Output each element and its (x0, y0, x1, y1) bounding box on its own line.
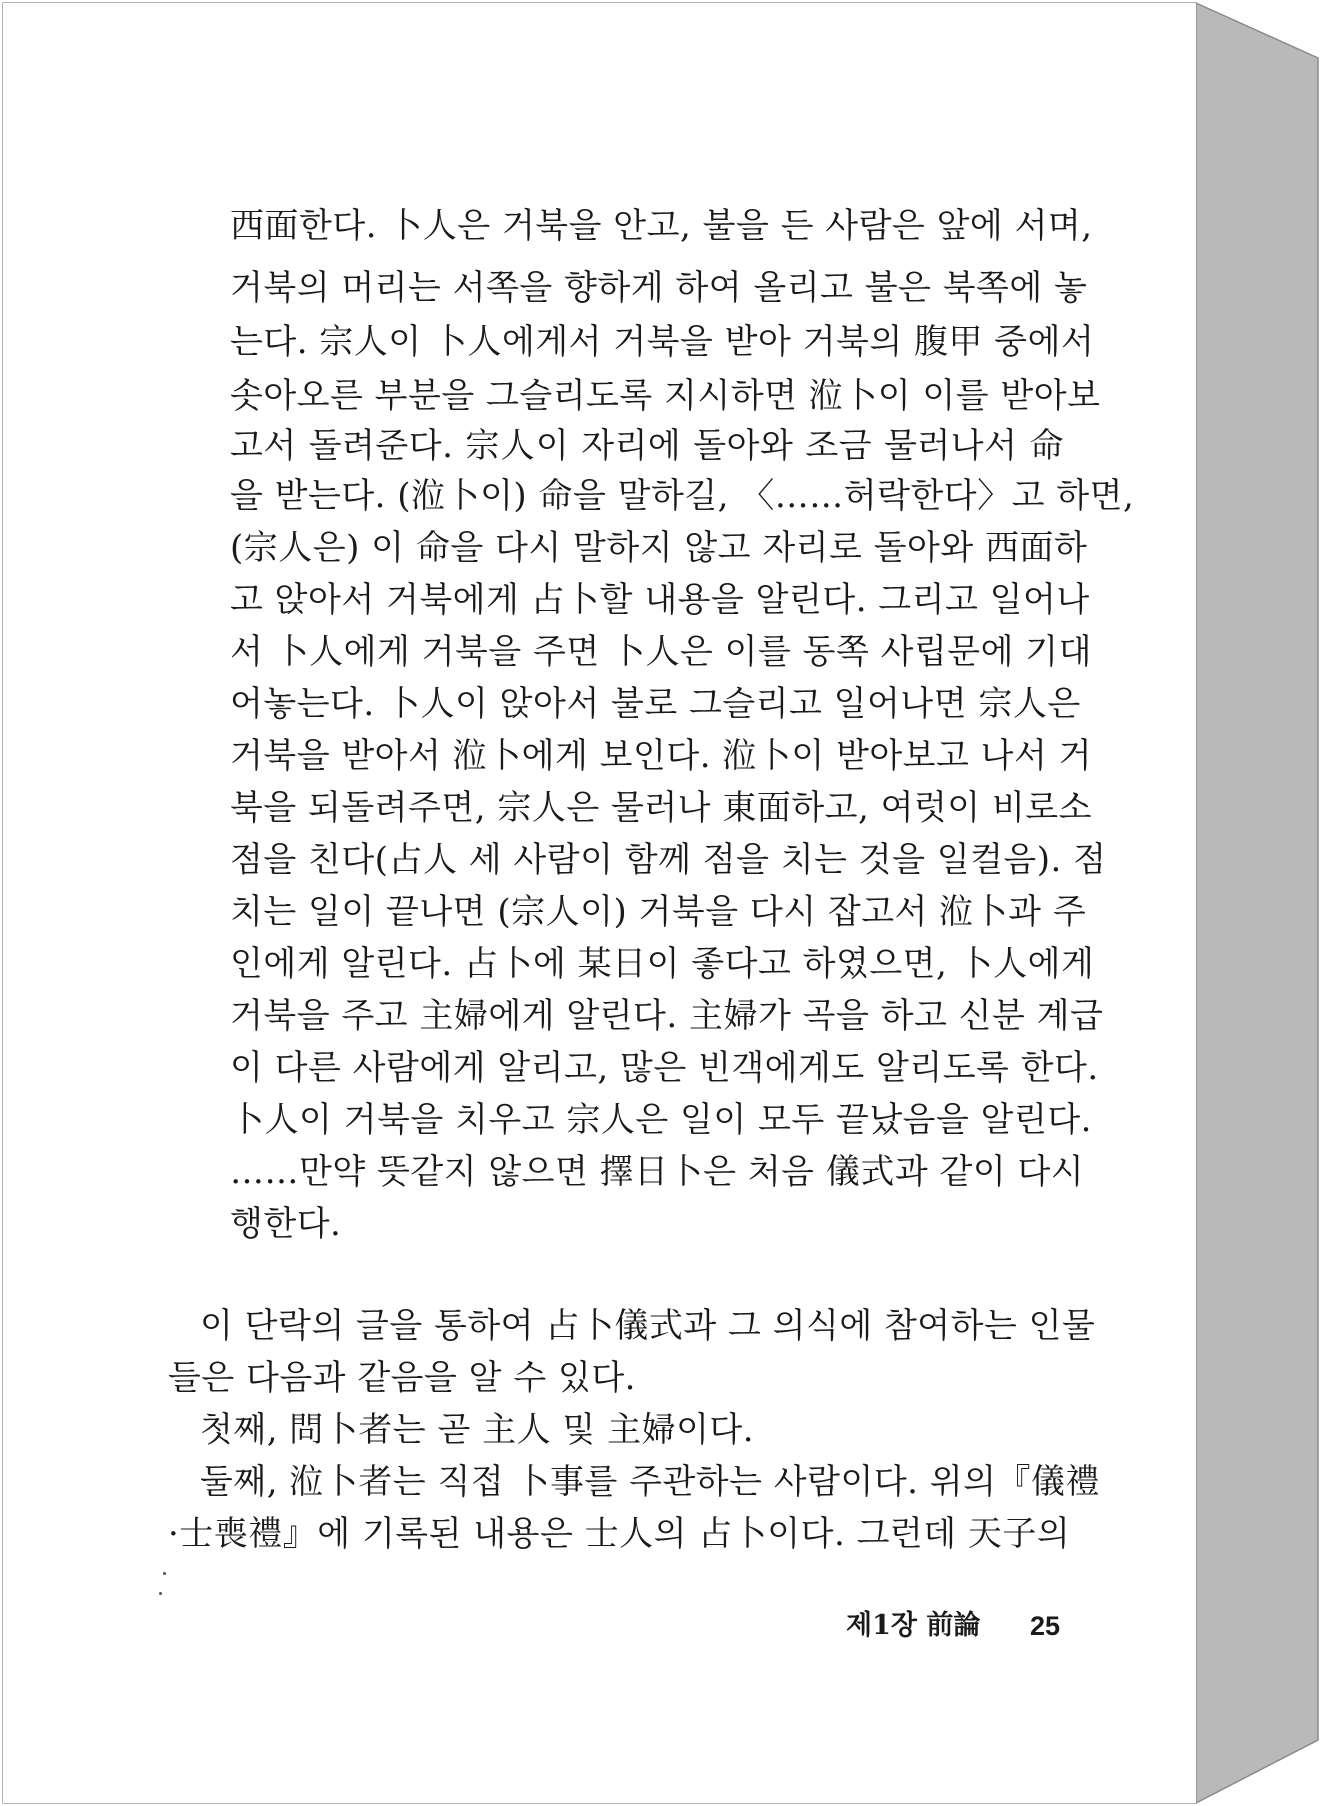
quote-line: 는다. 宗人이 卜人에게서 거북을 받아 거북의 腹甲 중에서 (230, 322, 1095, 362)
body-paragraph-line: 첫째, 問卜者는 곧 主人 및 主婦이다. (200, 1410, 755, 1450)
quote-line: (宗人은) 이 命을 다시 말하지 않고 자리로 돌아와 西面하 (230, 528, 1088, 568)
quote-line: 거북을 주고 主婦에게 알린다. 主婦가 곡을 하고 신분 계급 (230, 996, 1104, 1036)
quote-line: 卜人이 거북을 치우고 宗人은 일이 모두 끝났음을 알린다. (230, 1100, 1092, 1140)
body-paragraph-line: 둘째, 涖卜者는 직접 卜事를 주관하는 사람이다. 위의『儀禮 (200, 1462, 1100, 1502)
running-footer-chapter: 제1장 前論 (846, 1610, 981, 1641)
quote-line: ……만약 뜻같지 않으면 擇日卜은 처음 儀式과 같이 다시 (230, 1152, 1085, 1192)
book-side-edge (1196, 3, 1318, 1803)
quote-line: 고 앉아서 거북에게 占卜할 내용을 알린다. 그리고 일어나 (230, 580, 1090, 620)
body-paragraph-line: ·士喪禮』에 기록된 내용은 士人의 占卜이다. 그런데 天子의 (168, 1514, 1071, 1554)
scan-speck (163, 1572, 166, 1575)
quote-line: 행한다. (230, 1204, 342, 1244)
quote-line: 점을 친다(占人 세 사람이 함께 점을 치는 것을 일컬음). 점 (230, 840, 1107, 880)
quote-line: 을 받는다. (涖卜이) 命을 말하길, 〈……허락한다〉고 하면, (230, 476, 1135, 516)
page-number: 25 (1030, 1611, 1061, 1641)
quote-line: 거북의 머리는 서쪽을 향하게 하여 올리고 불은 북쪽에 놓 (230, 268, 1088, 308)
quote-line: 솟아오른 부분을 그슬리도록 지시하면 涖卜이 이를 받아보 (230, 376, 1101, 416)
quote-line: 북을 되돌려주면, 宗人은 물러나 東面하고, 여럿이 비로소 (230, 788, 1092, 828)
body-paragraph-line: 들은 다음과 같음을 알 수 있다. (168, 1358, 636, 1398)
quote-line: 인에게 알린다. 占卜에 某日이 좋다고 하였으면, 卜人에게 (230, 944, 1095, 984)
quote-line: 西面한다. 卜人은 거북을 안고, 불을 든 사람은 앞에 서며, (230, 206, 1093, 246)
body-paragraph-line: 이 단락의 글을 통하여 占卜儀式과 그 의식에 참여하는 인물 (200, 1306, 1096, 1346)
quote-line: 거북을 받아서 涖卜에게 보인다. 涖卜이 받아보고 나서 거 (230, 736, 1092, 776)
quote-line: 고서 돌려준다. 宗人이 자리에 돌아와 조금 물러나서 命 (230, 426, 1064, 466)
quote-line: 이 다른 사람에게 알리고, 많은 빈객에게도 알리도록 한다. (230, 1048, 1099, 1088)
quote-line: 서 卜人에게 거북을 주면 卜人은 이를 동쪽 사립문에 기대 (230, 632, 1092, 672)
quote-line: 치는 일이 끝나면 (宗人이) 거북을 다시 잡고서 涖卜과 주 (230, 892, 1087, 932)
quote-line: 어놓는다. 卜人이 앉아서 불로 그슬리고 일어나면 宗人은 (230, 684, 1081, 724)
scan-speck (159, 1592, 162, 1595)
